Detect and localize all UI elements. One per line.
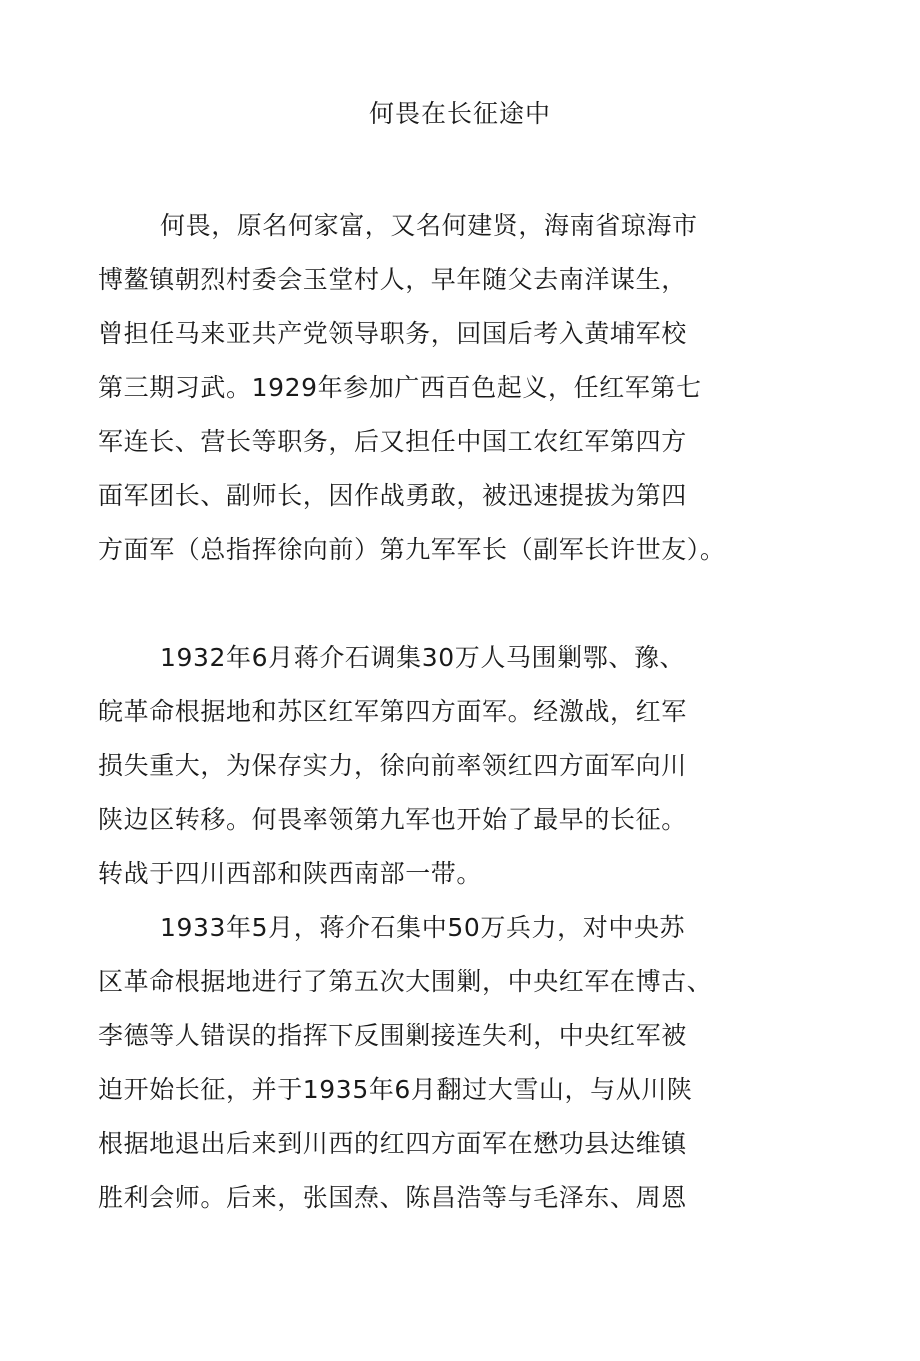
paragraph-3-line-5: 根据地退出后来到川西的红四方面军在懋功县达维镇 (98, 1129, 687, 1158)
document-title: 何畏在长征途中 (368, 99, 551, 128)
paragraph-1-line-3: 曾担任马来亚共产党领导职务，回国后考入黄埔军校 (98, 319, 687, 348)
paragraph-1-line-6: 面军团长、副师长，因作战勇敢，被迅速提拔为第四 (98, 481, 687, 510)
paragraph-3-line-2: 区革命根据地进行了第五次大围剿，中央红军在博古、 (98, 967, 713, 996)
paragraph-3-line-6: 胜利会师。后来，张国焘、陈昌浩等与毛泽东、周恩 (98, 1183, 687, 1212)
paragraph-1-line-1: 何畏，原名何家富，又名何建贤，海南省琼海市 (160, 211, 698, 240)
paragraph-2-line-4: 陕边区转移。何畏率领第九军也开始了最早的长征。 (98, 805, 687, 834)
paragraph-2-line-5: 转战于四川西部和陕西南部一带。 (98, 859, 483, 888)
paragraph-2-line-3: 损失重大，为保存实力，徐向前率领红四方面军向川 (98, 751, 687, 780)
paragraph-1-line-5: 军连长、营长等职务，后又担任中国工农红军第四方 (98, 427, 687, 456)
paragraph-1-line-4: 第三期习武。1929年参加广西百色起义，任红军第七 (98, 373, 702, 402)
paragraph-2-line-1: 1932年6月蒋介石调集30万人马围剿鄂、豫、 (160, 643, 686, 672)
paragraph-2-line-2: 皖革命根据地和苏区红军第四方面军。经激战，红军 (98, 697, 687, 726)
paragraph-1-line-2: 博鳌镇朝烈村委会玉堂村人，早年随父去南洋谋生， (98, 265, 687, 294)
paragraph-3-line-3: 李德等人错误的指挥下反围剿接连失利，中央红军被 (98, 1021, 687, 1050)
paragraph-3-line-1: 1933年5月，蒋介石集中50万兵力，对中央苏 (160, 913, 686, 942)
paragraph-1-line-7: 方面军（总指挥徐向前）第九军军长（副军长许世友）。 (98, 535, 726, 564)
paragraph-3-line-4: 迫开始长征，并于1935年6月翻过大雪山，与从川陕 (98, 1075, 693, 1104)
